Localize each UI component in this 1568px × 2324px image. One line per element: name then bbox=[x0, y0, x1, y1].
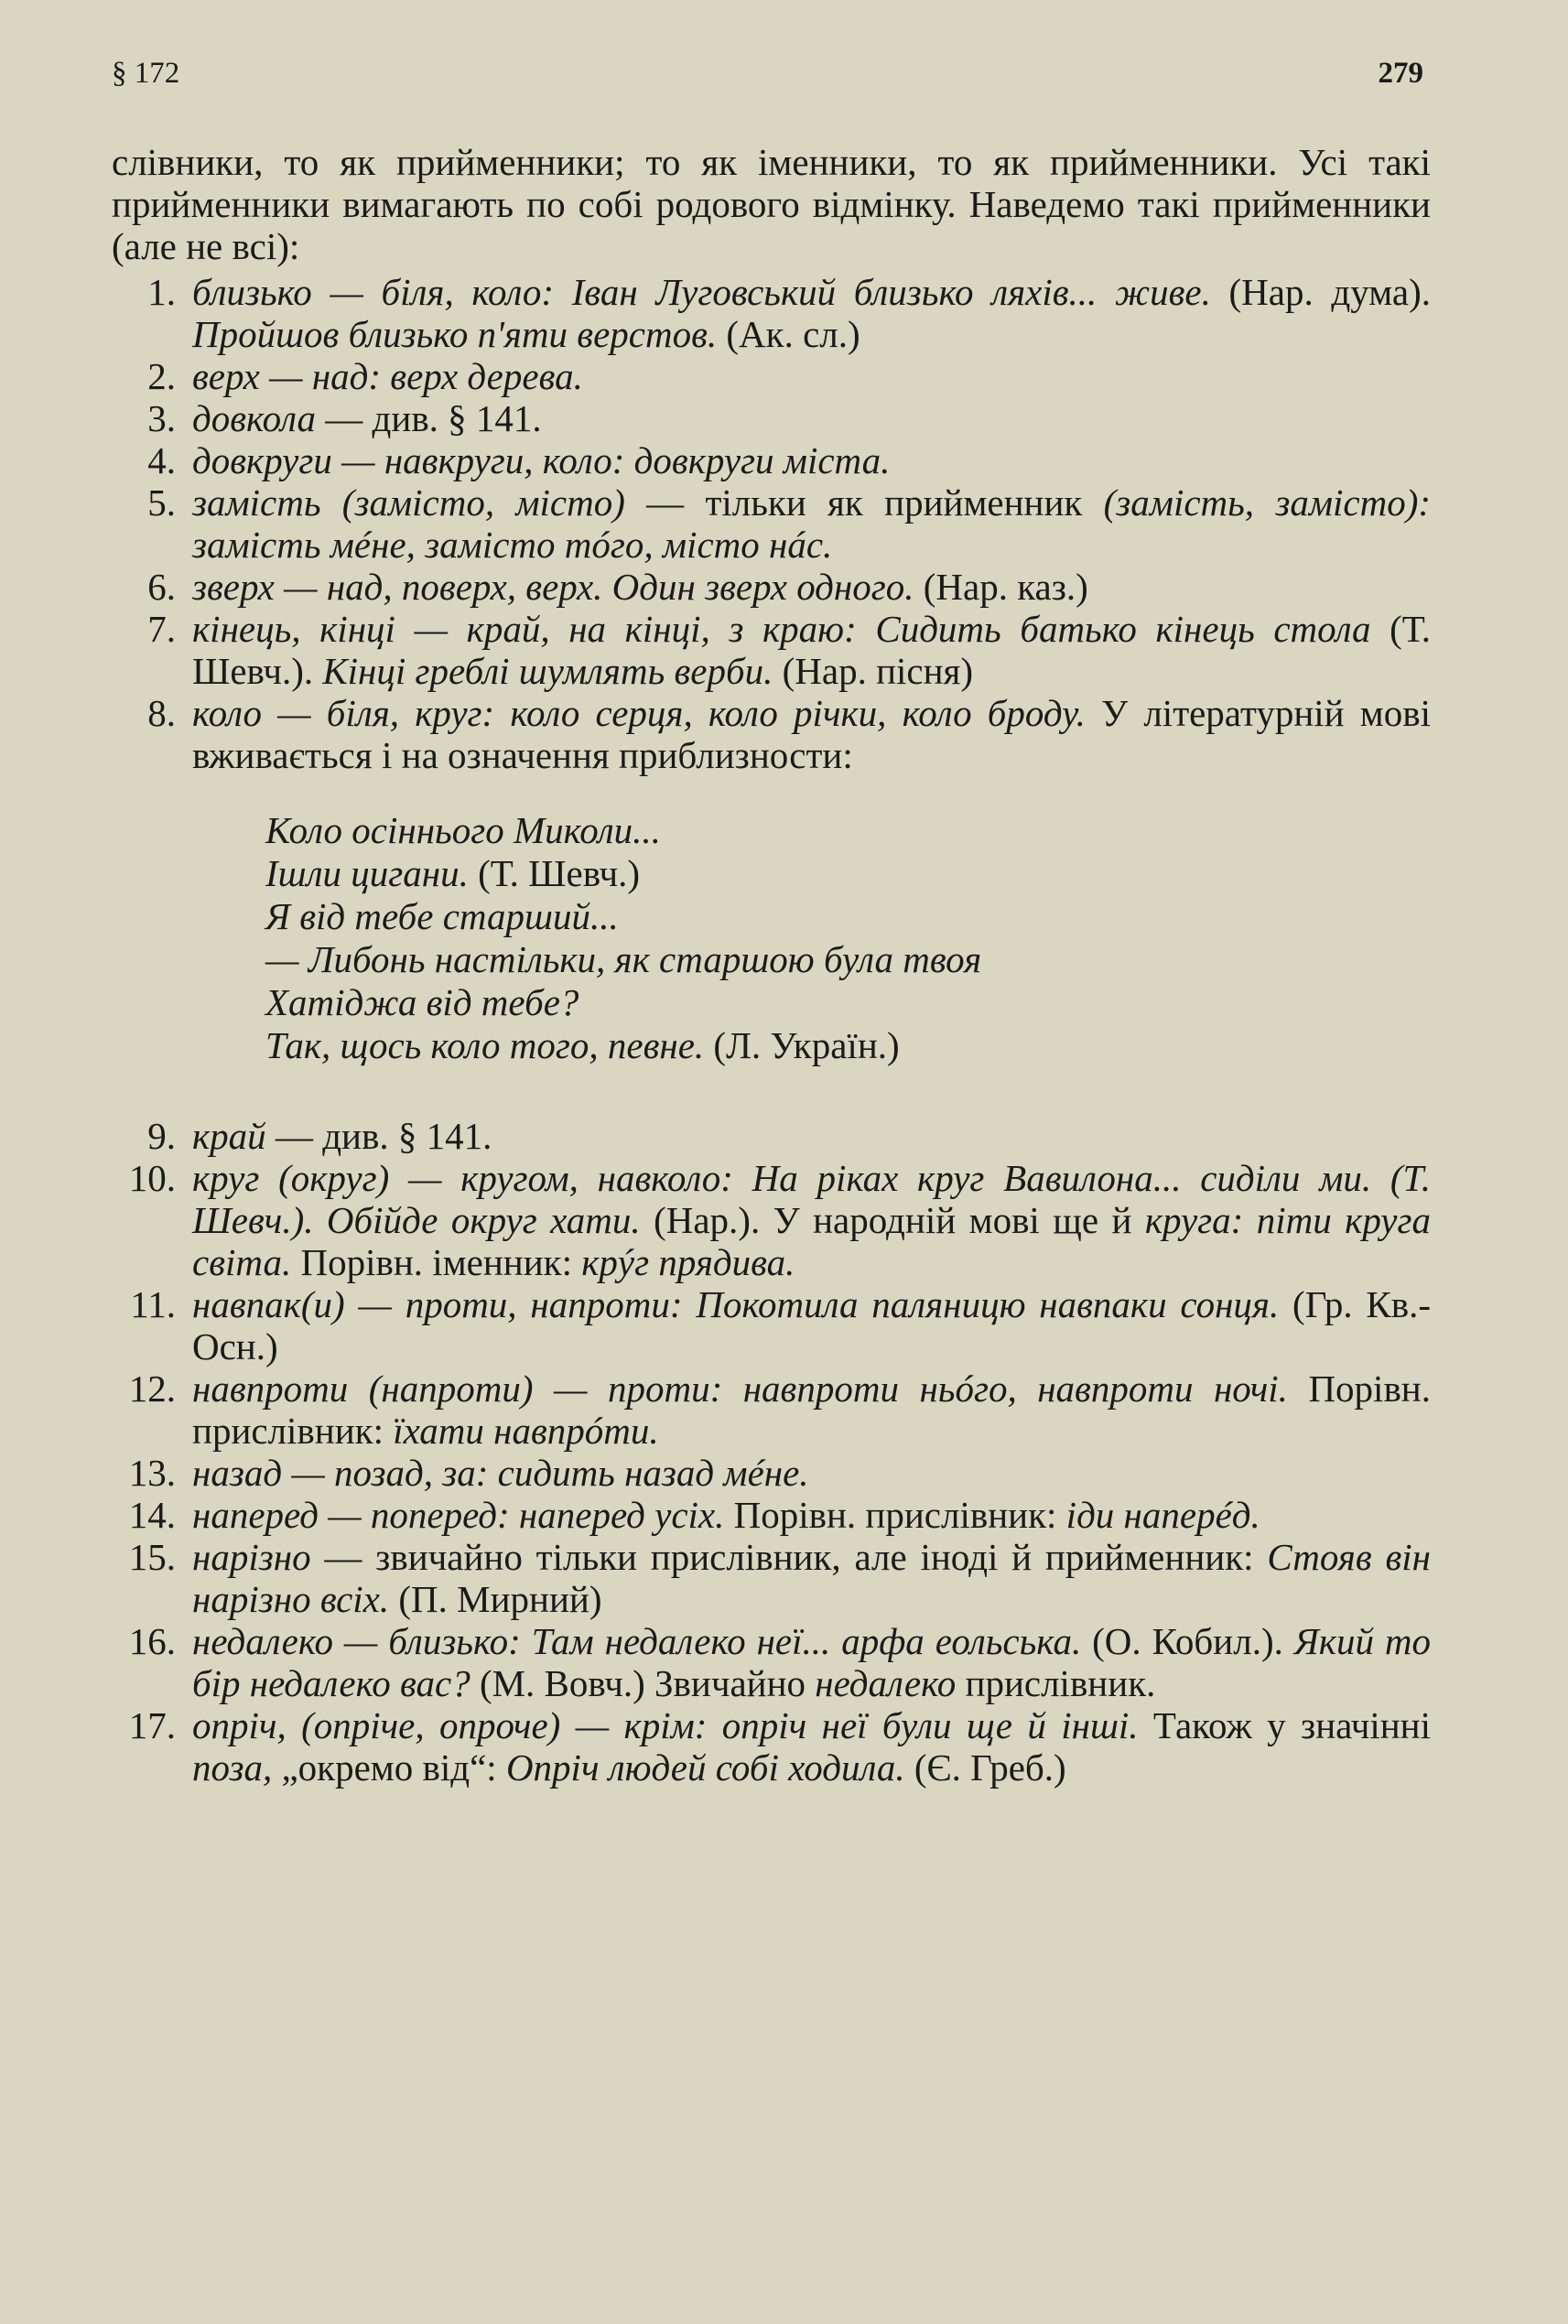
intro-paragraph: слівники, то як прийменники; то як іменники, то як прийменники. Усі такі прийменники вимагають по собі родового відмінку. Наведемо такі прийменники (але не всі): bbox=[112, 141, 1431, 267]
preposition-list-a bbox=[112, 271, 1431, 776]
poem-line-text: Так, щось коло того, певне. bbox=[265, 1024, 705, 1066]
italic-text: поза, bbox=[192, 1746, 273, 1789]
item-number: 15. bbox=[128, 1536, 176, 1578]
list-item bbox=[112, 566, 1431, 608]
italic-text: недалеко bbox=[815, 1662, 957, 1704]
item-text bbox=[192, 1452, 1431, 1494]
italic-text: Кінці греблі шумлять верби. bbox=[322, 650, 773, 692]
plain-text: — див. § 141. bbox=[265, 1115, 492, 1157]
item-number: 12. bbox=[128, 1367, 176, 1410]
item-text bbox=[192, 481, 1431, 566]
plain-text: Порівн. іменник: bbox=[291, 1241, 582, 1283]
poem-line-text: Ішли цигани. bbox=[265, 852, 469, 894]
poem-line-text: Коло осіннього Миколи... bbox=[265, 809, 661, 851]
item-number: 3. bbox=[147, 397, 176, 439]
italic-text: навпак(и) — проти, напроти: Покотила паляницю навпаки сонця. bbox=[192, 1283, 1280, 1325]
italic-text: замість (замісто, місто) bbox=[192, 481, 625, 524]
poem-line bbox=[265, 1024, 1431, 1067]
list-item bbox=[112, 1115, 1431, 1157]
italic-text: зверх — над, поверх, верх. Один зверх одного. bbox=[192, 566, 914, 608]
italic-text: недалеко — близько: Там недалеко неї... арфа еольська. bbox=[192, 1620, 1082, 1662]
plain-text: (Нар. дума). bbox=[1210, 271, 1431, 313]
poem-quote bbox=[265, 809, 1431, 1067]
item-text bbox=[192, 1115, 1431, 1157]
poem-line-text: Я від тебе старший... bbox=[265, 895, 619, 937]
page-header bbox=[112, 57, 1431, 123]
plain-text: Також у значінні bbox=[1138, 1704, 1431, 1746]
item-number: 2. bbox=[147, 355, 176, 397]
list-item bbox=[112, 1704, 1431, 1789]
item-text bbox=[192, 1157, 1431, 1283]
list-item bbox=[112, 608, 1431, 692]
poem-source: (Л. Україн.) bbox=[704, 1024, 900, 1066]
italic-text: довкола bbox=[192, 397, 317, 439]
italic-text: довкруги — навкруги, коло: довкруги міста. bbox=[192, 439, 891, 481]
italic-text: Опріч людей собі ходила. bbox=[505, 1746, 905, 1789]
item-number: 6. bbox=[147, 566, 176, 608]
item-number: 1. bbox=[147, 271, 176, 313]
italic-text: їхати навпрóти. bbox=[393, 1410, 659, 1452]
italic-text: іди наперéд. bbox=[1065, 1494, 1260, 1536]
plain-text: (М. Вовч.) Звичайно bbox=[470, 1662, 816, 1704]
poem-line bbox=[265, 809, 1431, 852]
poem-line bbox=[265, 981, 1431, 1024]
list-item bbox=[112, 692, 1431, 776]
item-number: 10. bbox=[128, 1157, 176, 1199]
item-text bbox=[192, 355, 1431, 397]
italic-text: круга: піти круга світа. bbox=[192, 1199, 1431, 1283]
list-item bbox=[112, 439, 1431, 481]
item-number: 16. bbox=[128, 1620, 176, 1662]
poem-line bbox=[265, 852, 1431, 895]
plain-text: прислівник. bbox=[956, 1662, 1156, 1704]
plain-text: (О. Кобил.). bbox=[1081, 1620, 1294, 1662]
plain-text: (Т. Шевч.). bbox=[192, 608, 1432, 692]
item-text bbox=[192, 692, 1431, 776]
item-number: 14. bbox=[128, 1494, 176, 1536]
list-item bbox=[112, 1536, 1431, 1620]
italic-text: край bbox=[192, 1115, 266, 1157]
list-item bbox=[112, 1367, 1431, 1452]
plain-text: (Є. Греб.) bbox=[904, 1746, 1066, 1789]
plain-text: — тільки як прийменник bbox=[624, 481, 1104, 524]
item-number: 8. bbox=[147, 692, 176, 734]
item-number: 4. bbox=[147, 439, 176, 481]
poem-line bbox=[265, 895, 1431, 938]
list-item bbox=[112, 355, 1431, 397]
plain-text: (П. Мирний) bbox=[389, 1578, 602, 1620]
italic-text: крýг прядива. bbox=[581, 1241, 795, 1283]
italic-text: наперед — поперед: наперед усіх. bbox=[192, 1494, 725, 1536]
item-number: 9. bbox=[147, 1115, 176, 1157]
list-item bbox=[112, 1452, 1431, 1494]
italic-text: навпроти (напроти) — проти: навпроти ньóго, навпроти ночі. bbox=[192, 1367, 1288, 1410]
list-item bbox=[112, 481, 1431, 566]
plain-text: (Нар. каз.) bbox=[914, 566, 1088, 608]
italic-text: Який то бір недалеко вас? bbox=[192, 1620, 1432, 1704]
poem-source: (Т. Шевч.) bbox=[468, 852, 641, 894]
item-number: 11. bbox=[130, 1283, 176, 1325]
italic-text: коло — біля, круг: коло серця, коло річки, коло броду. bbox=[192, 692, 1086, 734]
item-text bbox=[192, 608, 1431, 692]
list-item bbox=[112, 1494, 1431, 1536]
item-text bbox=[192, 1536, 1431, 1620]
plain-text: (Нар. пісня) bbox=[773, 650, 974, 692]
plain-text: — див. § 141. bbox=[316, 397, 542, 439]
item-text bbox=[192, 1620, 1431, 1704]
italic-text: верх — над: верх дерева. bbox=[192, 355, 583, 397]
item-text bbox=[192, 566, 1431, 608]
plain-text: (Ак. сл.) bbox=[717, 313, 860, 355]
list-item bbox=[112, 1620, 1431, 1704]
poem-line bbox=[265, 938, 1431, 981]
plain-text: У літературній мові вживається і на означення приблизности: bbox=[192, 692, 1431, 776]
italic-text: кінець, кінці — край, на кінці, з краю: Сидить батько кінець стола bbox=[192, 608, 1371, 650]
preposition-list-b bbox=[112, 1115, 1431, 1789]
item-text bbox=[192, 1283, 1431, 1367]
item-number: 13. bbox=[128, 1452, 176, 1494]
item-text bbox=[192, 1704, 1431, 1789]
italic-text: нарізно bbox=[192, 1536, 311, 1578]
item-number: 7. bbox=[147, 608, 176, 650]
plain-text: „окремо від“: bbox=[272, 1746, 506, 1789]
poem-line-text: Хатіджа від тебе? bbox=[265, 981, 579, 1023]
item-text bbox=[192, 397, 1431, 439]
italic-text: близько — біля, коло: Іван Луговський близько ляхів... живе. bbox=[192, 271, 1211, 313]
list-item bbox=[112, 1283, 1431, 1367]
item-text bbox=[192, 271, 1431, 355]
item-number: 17. bbox=[128, 1704, 176, 1746]
section-number: § 172 bbox=[112, 57, 180, 90]
italic-text: Стояв він нарізно всіх. bbox=[192, 1536, 1431, 1620]
plain-text: — звичайно тільки прислівник, але іноді й прийменник: bbox=[310, 1536, 1268, 1578]
list-item bbox=[112, 397, 1431, 439]
item-text bbox=[192, 1367, 1431, 1452]
item-text bbox=[192, 1494, 1431, 1536]
plain-text: Порівн. прислівник: bbox=[724, 1494, 1066, 1536]
plain-text: (Нар.). У народній мові ще й bbox=[640, 1199, 1145, 1241]
italic-text: опріч, (опріче, опроче) — крім: опріч неї були ще й інші. bbox=[192, 1704, 1139, 1746]
italic-text: Пройшов близько п'яти верстов. bbox=[192, 313, 718, 355]
page-number: 279 bbox=[1378, 57, 1423, 90]
poem-line-text: — Либонь настільки, як старшою була твоя bbox=[265, 938, 982, 980]
item-number: 5. bbox=[147, 481, 176, 524]
plain-text: Порівн. прислівник: bbox=[192, 1367, 1431, 1452]
list-item bbox=[112, 1157, 1431, 1283]
item-text bbox=[192, 439, 1431, 481]
italic-text: круг (округ) — кругом, навколо: На ріках круг Вавилона... сиділи ми. (Т. Шевч.). Обійде округ хати. bbox=[192, 1157, 1431, 1241]
plain-text: (Гр. Кв.-Осн.) bbox=[192, 1283, 1432, 1367]
italic-text: назад — позад, за: сидить назад мéне. bbox=[192, 1452, 809, 1494]
italic-text: (замість, замісто): замість мéне, замісто тóго, місто нáс. bbox=[192, 481, 1431, 566]
list-item bbox=[112, 271, 1431, 355]
